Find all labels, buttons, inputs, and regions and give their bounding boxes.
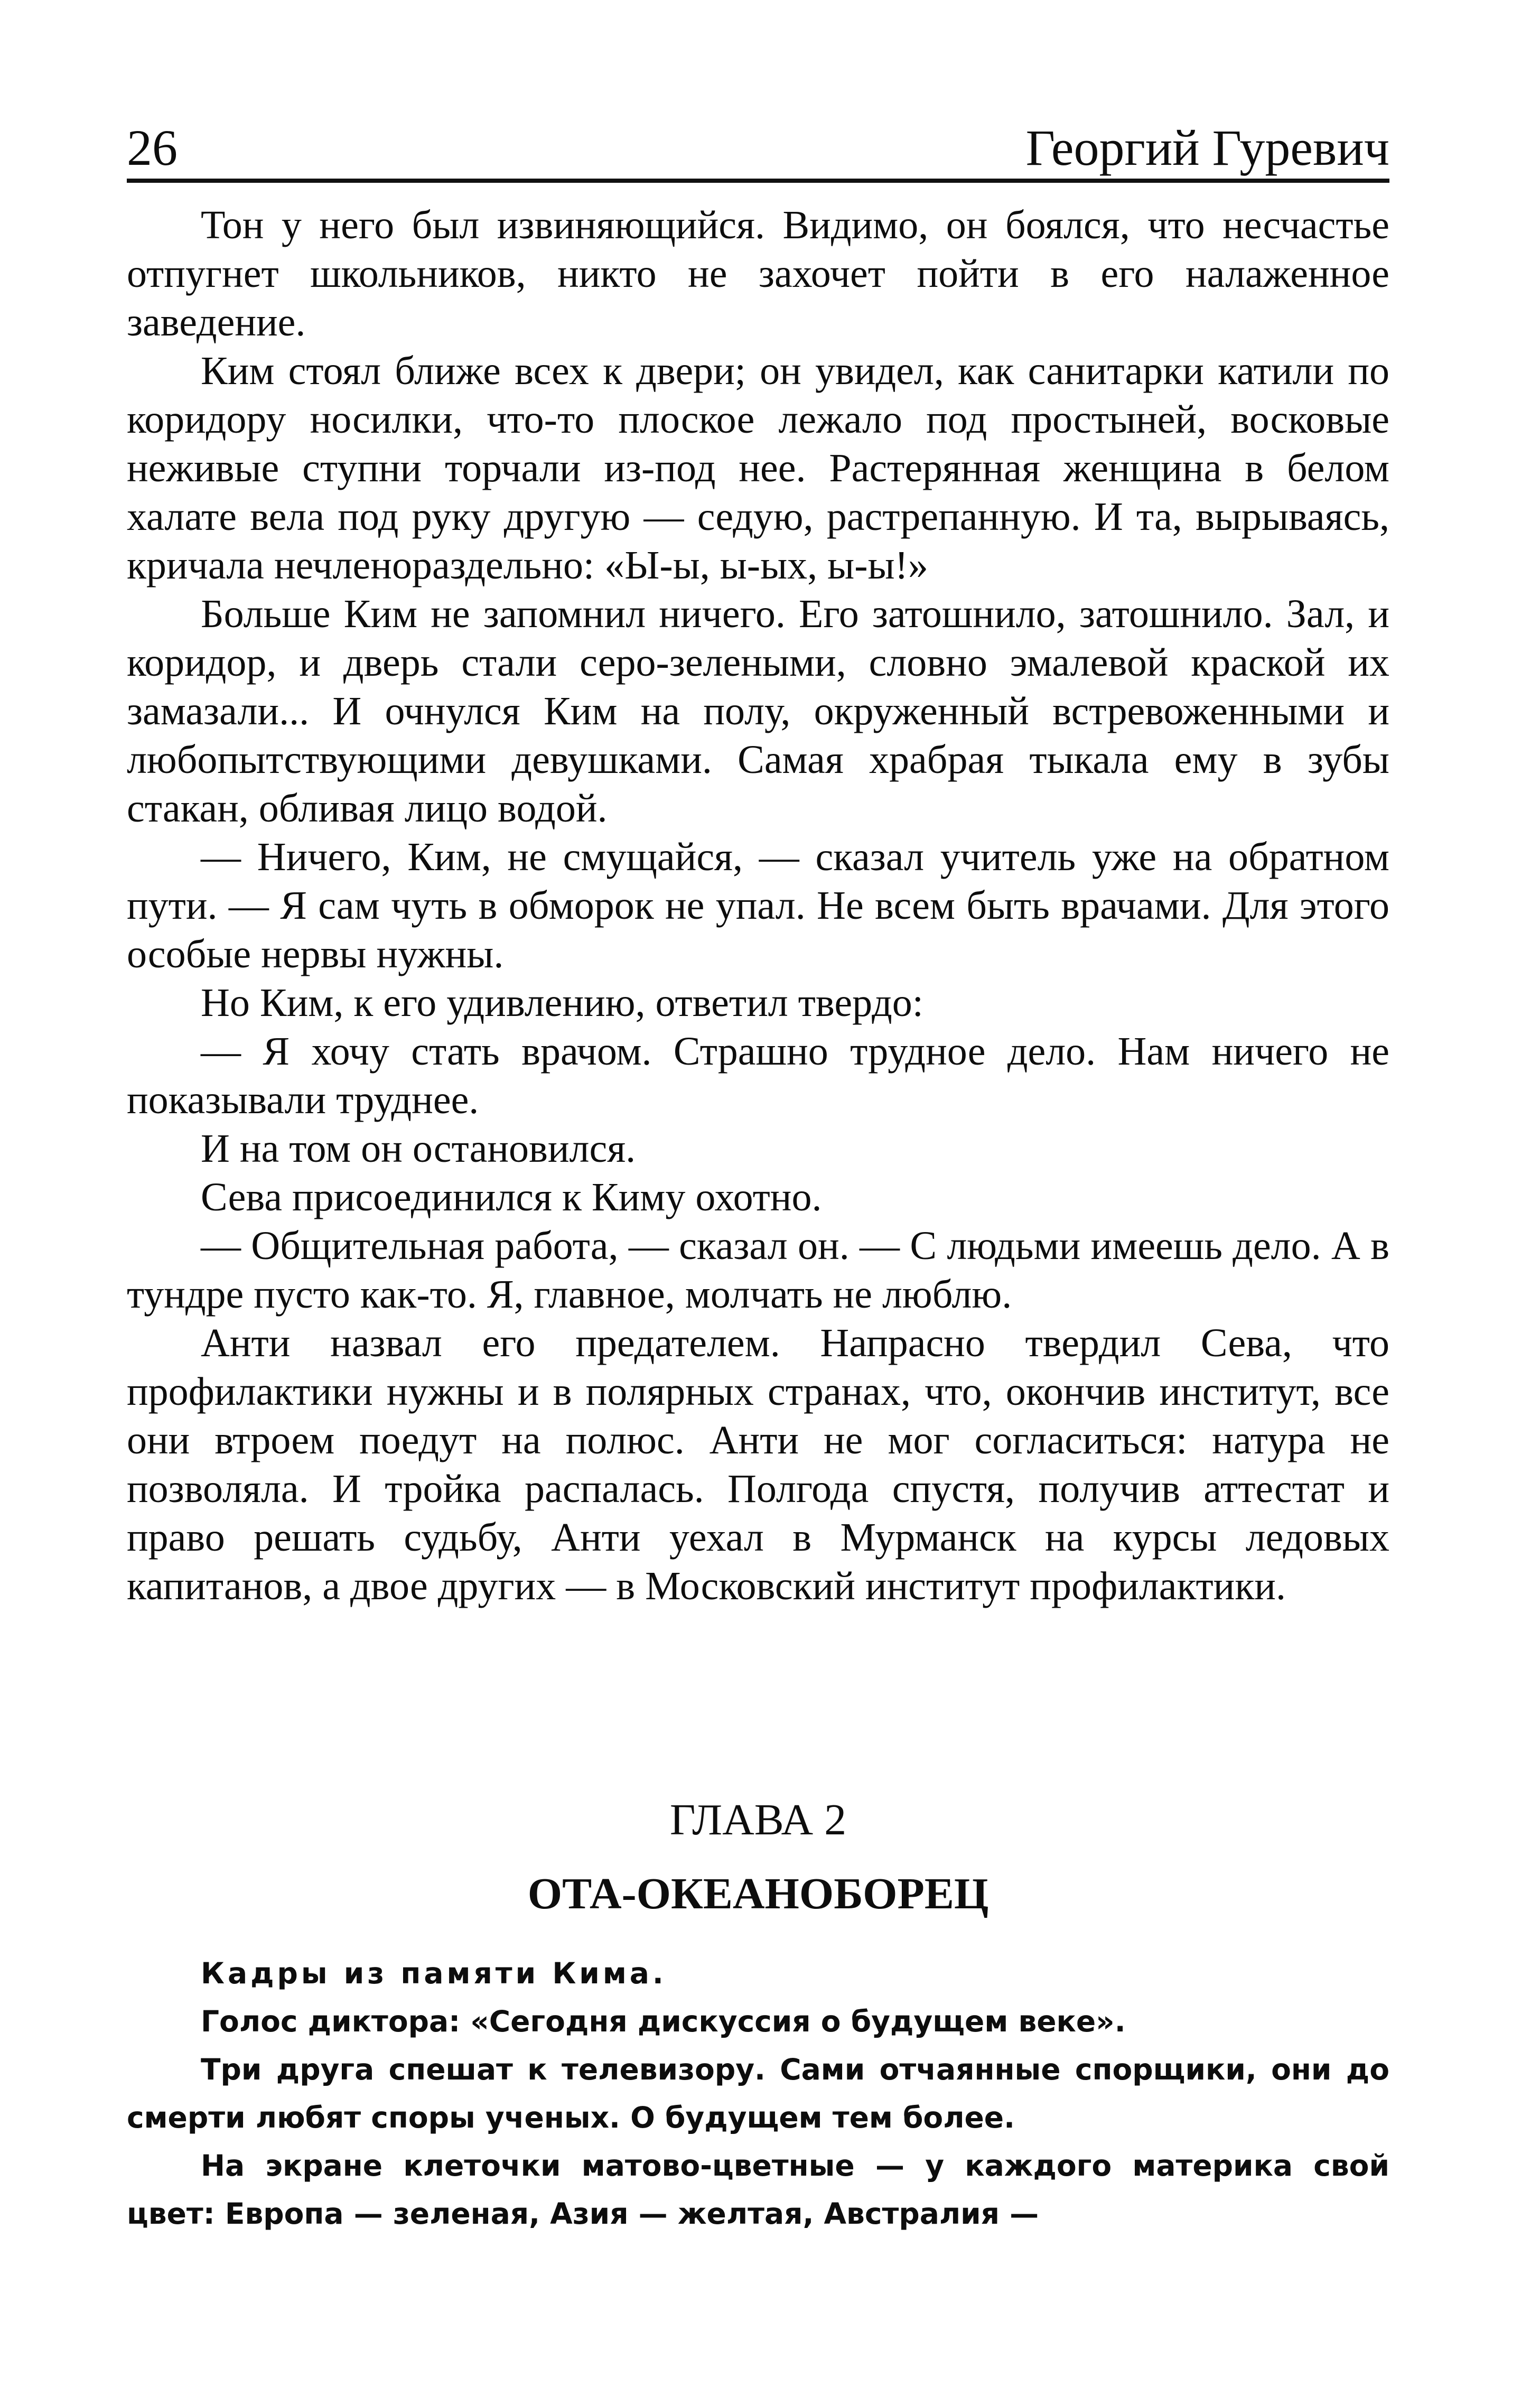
paragraph: Больше Ким не запомнил ничего. Его затошнило, затошнило. Зал, и коридор, и дверь стали серо-зелеными, словно эмалевой краской их замазали... И очнулся Ким на полу, окруженный встревоженными и любопытствующими девушками. Самая храбрая тыкала ему в зубы стакан, обливая лицо водой. — [127, 592, 1389, 831]
running-title: Георгий Гуревич — [1025, 119, 1389, 176]
paragraph: Анти назвал его предателем. Напрасно твердил Сева, что профилактики нужны и в полярных странах, что, окончив институт, все они втроем поедут на полюс. Анти не мог согласиться: натура не позволяла. И тройка распалась. Полгода спустя, получив аттестат и право решать судьбу, Анти уехал в Мурманск на курсы ледовых капитанов, а двое других — в Московский институт профилактики. — [127, 1321, 1389, 1608]
epigraph-line: На экране клеточки матово-цветные — у каждого материка свой цвет: Европа — зеленая, Азия — желтая, Австралия — — [127, 2149, 1389, 2231]
paragraph: И на том он остановился. — [201, 1126, 636, 1171]
paragraph: Ким стоял ближе всех к двери; он увидел, как санитарки катили по коридору носилки, что-то плоское лежало под простыней, восковые неживые ступни торчали из-под нее. Растерянная женщина в белом халате вела под руку другую — седую, растрепанную. И та, вырываясь, кричала нечленораздельно: «Ы-ы, ы-ых, ы-ы!» — [127, 349, 1389, 588]
chapter-title: ОТА-ОКЕАНОБОРЕЦ — [527, 1869, 989, 1918]
epigraph — [127, 1950, 1389, 2238]
paragraph: — Я хочу стать врачом. Страшно трудное дело. Нам ничего не показывали труднее. — [127, 1029, 1389, 1122]
chapter-number: ГЛАВА 2 — [669, 1795, 847, 1844]
epigraph-line: Голос диктора: «Сегодня дискуссия о будущем веке». — [201, 2004, 1126, 2038]
header-rule — [127, 179, 1389, 183]
paragraph: Тон у него был извиняющийся. Видимо, он боялся, что несчастье отпугнет школьников, никто не захочет пойти в его налаженное заведение. — [127, 203, 1389, 344]
page-header — [127, 108, 1389, 188]
paragraph: Сева присоединился к Киму охотно. — [201, 1175, 822, 1219]
body-text — [127, 201, 1389, 1610]
paragraph: — Ничего, Ким, не смущайся, — сказал учитель уже на обратном пути. — Я сам чуть в обморок не упал. Не всем быть врачами. Для этого особые нервы нужны. — [127, 835, 1389, 976]
paragraph: — Общительная работа, — сказал он. — С людьми имеешь дело. А в тундре пусто как-то. Я, главное, молчать не люблю. — [127, 1224, 1389, 1317]
page-number: 26 — [127, 119, 178, 176]
epigraph-line: Кадры из памяти Кима. — [201, 1956, 667, 1990]
epigraph-line: Три друга спешат к телевизору. Сами отчаянные спорщики, они до смерти любят споры ученых. О будущем тем более. — [127, 2053, 1389, 2134]
paragraph: Но Ким, к его удивлению, ответил твердо: — [201, 981, 923, 1025]
